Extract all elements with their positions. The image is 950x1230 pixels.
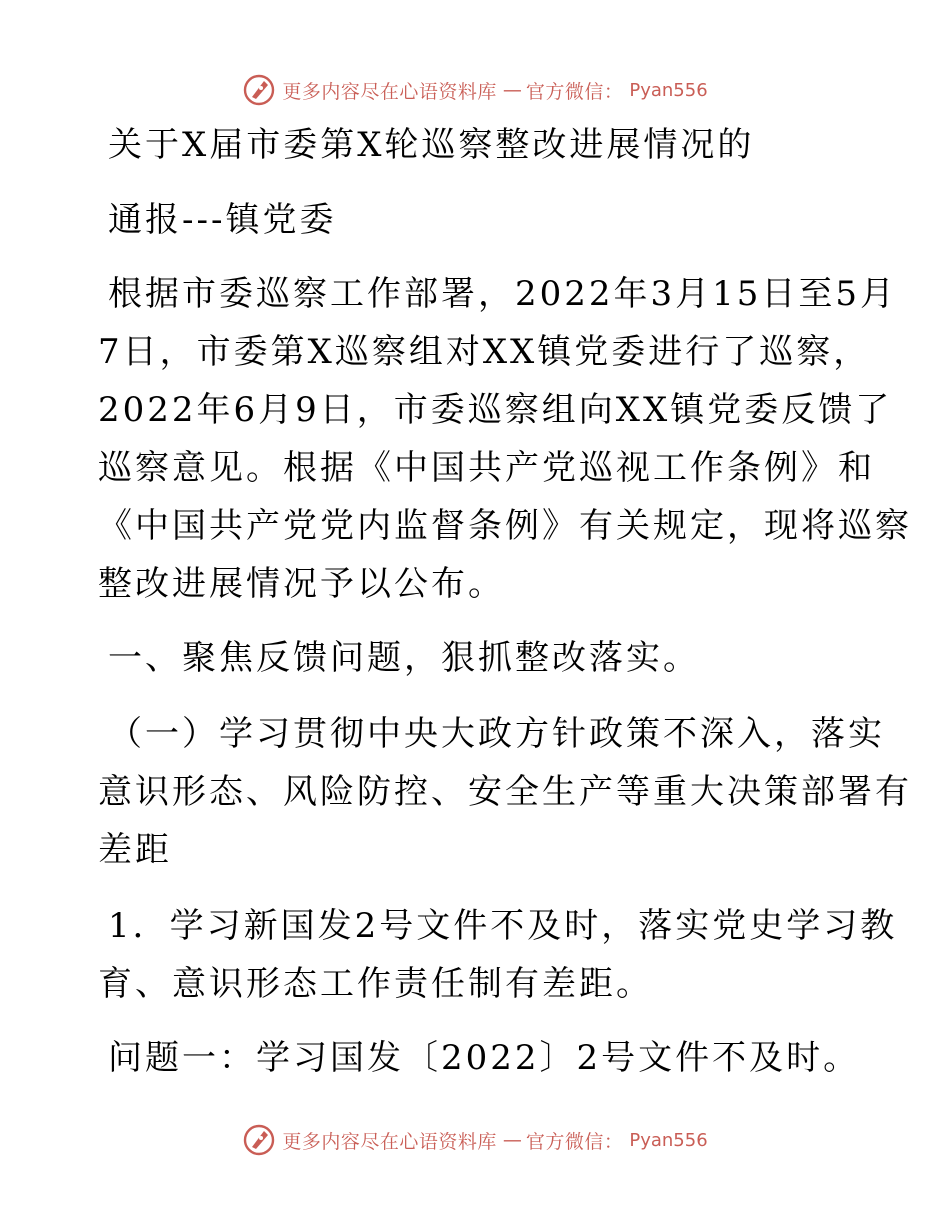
problem-line: 问题一：学习国发〔2022〕2号文件不及时。 bbox=[108, 1038, 861, 1078]
watermark-text: 更多内容尽在心语资料库 bbox=[282, 80, 497, 103]
subsection-heading-line: （一）学习贯彻中央大政方针政策不深入，落实 bbox=[108, 714, 885, 754]
document-title-line-1: 关于X届市委第X轮巡察整改进展情况的 bbox=[108, 125, 755, 165]
watermark-wechat-id: Pyan556 bbox=[629, 1129, 708, 1151]
paragraph-line: 整改进展情况予以公布。 bbox=[98, 564, 505, 604]
section-heading: 一、聚焦反馈问题，狠抓整改落实。 bbox=[108, 638, 700, 678]
watermark-wechat-label: 官方微信： bbox=[525, 80, 624, 103]
paragraph-line: 7日，市委第X巡察组对XX镇党委进行了巡察， bbox=[98, 332, 871, 372]
pen-nib-logo-icon bbox=[242, 1123, 276, 1157]
paragraph-line: 根据市委巡察工作部署，2022年3月15日至5月 bbox=[108, 274, 898, 314]
watermark-footer bbox=[0, 1120, 950, 1160]
pen-nib-logo-icon bbox=[242, 73, 276, 107]
watermark-text: 更多内容尽在心语资料库 bbox=[282, 1130, 497, 1153]
paragraph-line: 巡察意见。根据《中国共产党巡视工作条例》和 bbox=[98, 448, 875, 488]
watermark-dash: — bbox=[502, 79, 520, 101]
item-line: 育、意识形态工作责任制有差距。 bbox=[98, 964, 653, 1004]
subsection-heading-line: 意识形态、风险防控、安全生产等重大决策部署有 bbox=[98, 772, 912, 812]
document-title-line-2: 通报---镇党委 bbox=[108, 200, 337, 240]
watermark-wechat-label: 官方微信： bbox=[525, 1130, 624, 1153]
paragraph-line: 《中国共产党党内监督条例》有关规定，现将巡察 bbox=[98, 506, 912, 546]
item-line: 1．学习新国发2号文件不及时，落实党史学习教 bbox=[108, 906, 898, 946]
watermark-wechat-id: Pyan556 bbox=[629, 79, 708, 101]
subsection-heading-line: 差距 bbox=[98, 830, 172, 870]
watermark-dash: — bbox=[502, 1129, 520, 1151]
paragraph-line: 2022年6月9日，市委巡察组向XX镇党委反馈了 bbox=[98, 390, 893, 430]
watermark-header bbox=[0, 70, 950, 110]
